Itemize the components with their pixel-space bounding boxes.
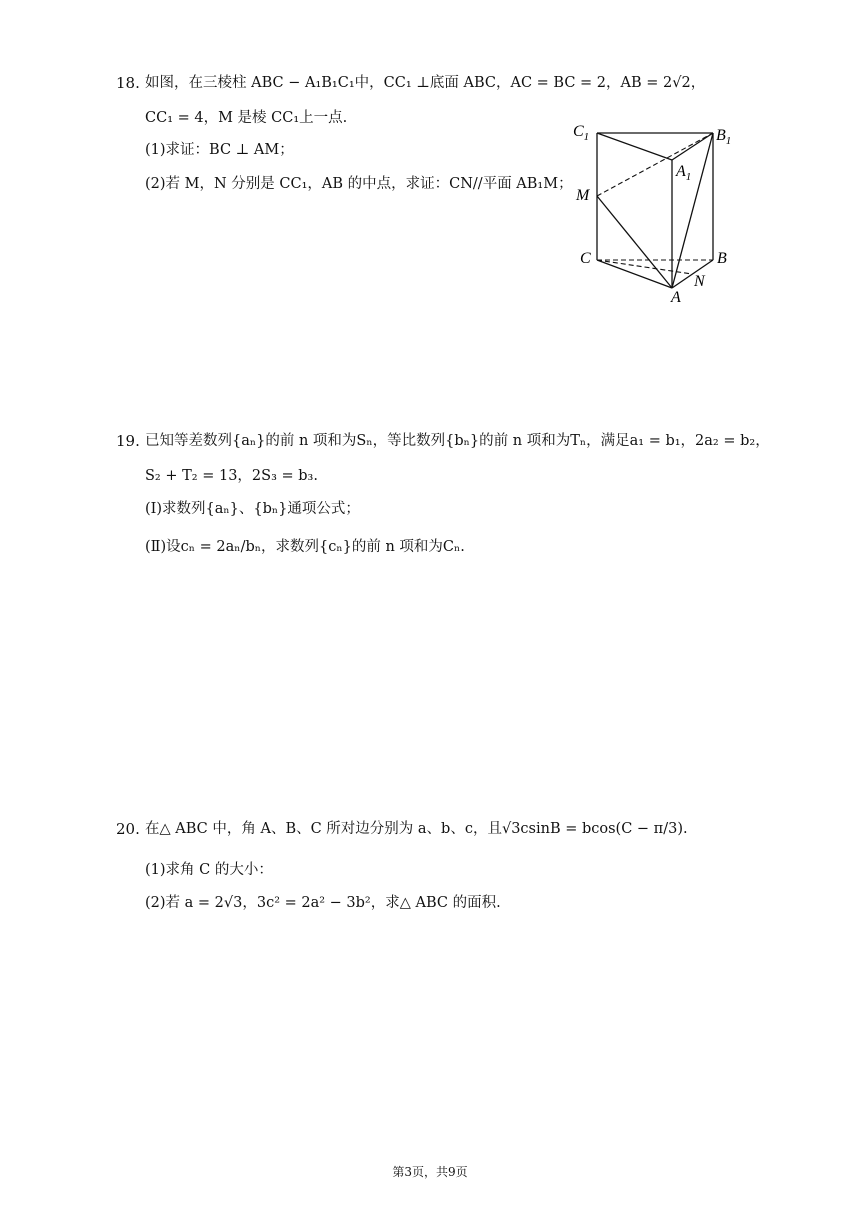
question-text-line: 在△ ABC 中，角 A、B、C 所对边分别为 a、b、c，且√3csinB = bcos(C − π/3). (145, 821, 688, 837)
label-b: B (717, 250, 727, 267)
question-number: 19. (116, 432, 140, 450)
question-text-line: S₂ + T₂ = 13，2S₃ = b₃. (145, 468, 318, 484)
label-a1: $A_1$ (676, 163, 692, 183)
label-c1: $C_1$ (573, 123, 590, 143)
subquestion-1: (Ⅰ)求数列{aₙ}、{bₙ}通项公式； (145, 501, 360, 517)
label-b1: $B_1$ (716, 127, 732, 147)
question-text-line: 如图，在三棱柱 ABC − A₁B₁C₁中，CC₁ ⊥底面 ABC，AC = BC = 2，AB = 2√2， (145, 75, 706, 91)
subquestion-1: (1)求证：BC ⊥ AM； (145, 142, 294, 158)
subquestion-2: (Ⅱ)设cₙ = 2aₙ/bₙ，求数列{cₙ}的前 n 项和为Cₙ. (145, 539, 465, 555)
label-n: N (694, 273, 705, 290)
question-number: 20. (116, 820, 140, 838)
page-footer: 第3页，共9页 (392, 1165, 468, 1179)
prism-figure (570, 118, 750, 303)
label-m: M (576, 187, 590, 204)
subquestion-2: (2)若 M，N 分别是 CC₁，AB 的中点，求证：CN//平面 AB₁M； (145, 176, 573, 192)
label-c: C (580, 250, 591, 267)
subquestion-1: (1)求角 C 的大小： (145, 862, 273, 878)
label-a: A (671, 289, 681, 303)
subquestion-2: (2)若 a = 2√3，3c² = 2a² − 3b²，求△ ABC 的面积. (145, 895, 501, 911)
question-number: 18. (116, 74, 140, 92)
question-text-line: 已知等差数列{aₙ}的前 n 项和为Sₙ，等比数列{bₙ}的前 n 项和为Tₙ，满足a₁ = b₁，2a₂ = b₂， (145, 433, 770, 449)
question-text-line: CC₁ = 4，M 是棱 CC₁上一点. (145, 110, 348, 126)
